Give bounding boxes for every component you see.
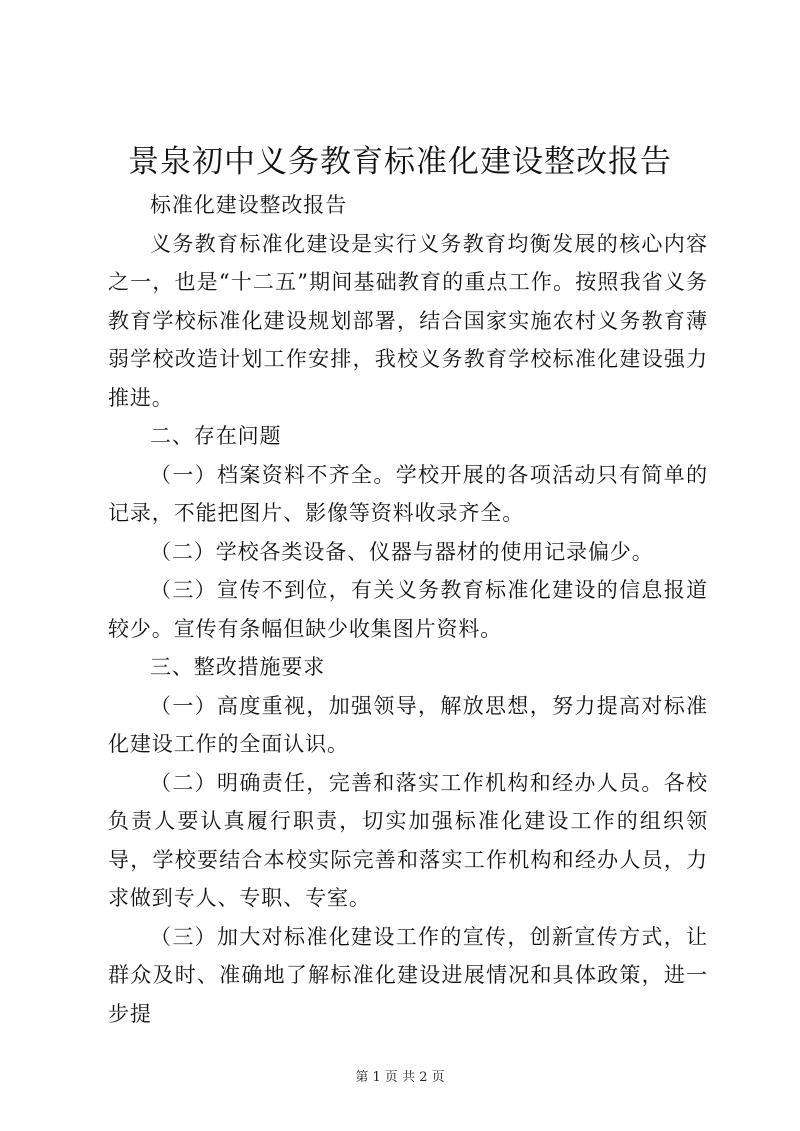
section-heading-measures: 三、整改措施要求 xyxy=(150,655,326,679)
paragraph-problem-1: （一）档案资料不齐全。学校开展的各项活动只有简单的记录，不能把图片、影像等资料收录齐全。 xyxy=(108,462,708,525)
paragraph-problem-3: （三）宣传不到位，有关义务教育标准化建设的信息报道较少。宣传有条幅但缺少收集图片资料。 xyxy=(108,578,708,641)
paragraph-measure-2: （二）明确责任，完善和落实工作机构和经办人员。各校负责人要认真履行职责，切实加强标准化建设工作的组织领导，学校要结合本校实际完善和落实工作机构和经办人员，力求做到专人、专职、专室。 xyxy=(108,770,708,910)
paragraph-measure-3: （三）加大对标准化建设工作的宣传，创新宣传方式，让群众及时、准确地了解标准化建设进展情况和具体政策，进一步提 xyxy=(108,924,708,1026)
paragraph-subtitle: 标准化建设整改报告 xyxy=(150,193,348,217)
paragraph-intro: 义务教育标准化建设是实行义务教育均衡发展的核心内容之一，也是“十二五”期间基础教育的重点工作。按照我省义务教育学校标准化建设规划部署，结合国家实施农村义务教育薄弱学校改造计划工作安排，我校义务教育学校标准化建设强力推进。 xyxy=(108,231,708,410)
section-heading-problems: 二、存在问题 xyxy=(150,424,282,448)
document-body xyxy=(108,186,708,1033)
paragraph-problem-2: （二）学校各类设备、仪器与器材的使用记录偏少。 xyxy=(150,539,654,564)
document-title: 景泉初中义务教育标准化建设整改报告 xyxy=(128,144,672,180)
paragraph-measure-1: （一）高度重视，加强领导，解放思想，努力提高对标准化建设工作的全面认识。 xyxy=(108,693,708,756)
page-number-footer: 第 1 页 共 2 页 xyxy=(355,1070,445,1085)
